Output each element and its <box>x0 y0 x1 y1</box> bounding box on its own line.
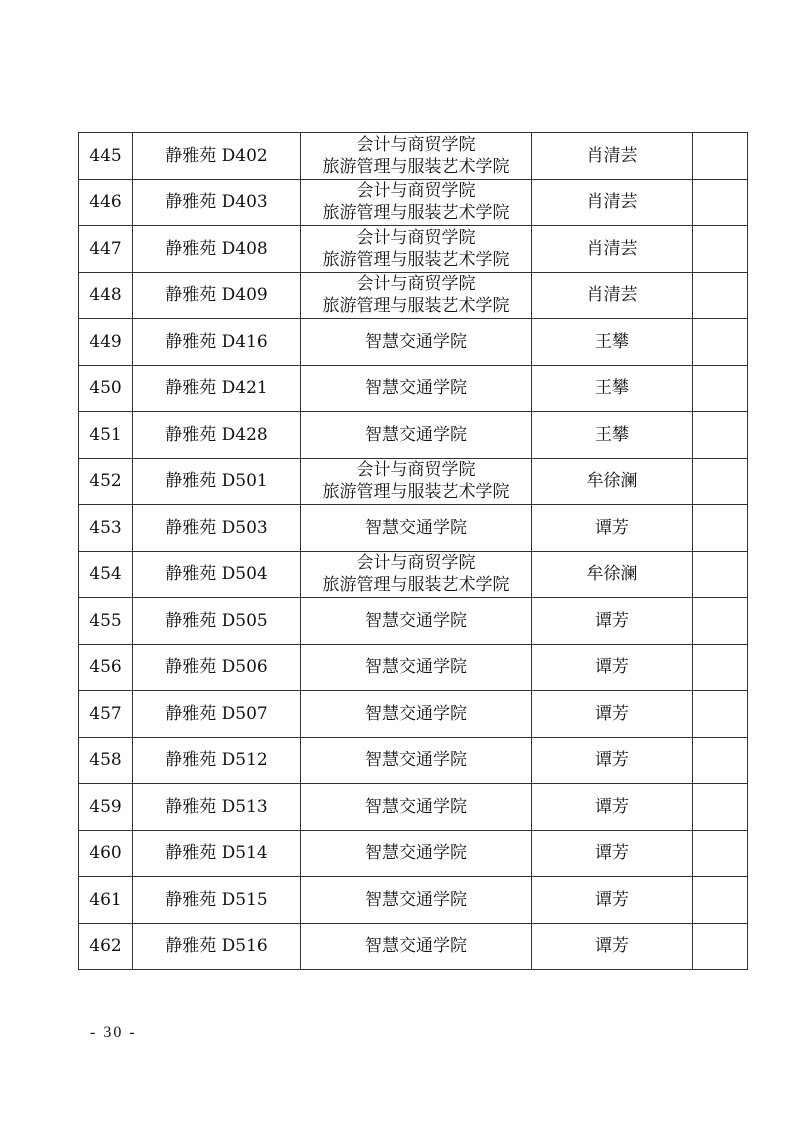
row-number-cell: 454 <box>79 551 133 598</box>
note-cell <box>693 737 748 784</box>
note-cell <box>693 784 748 831</box>
note-cell <box>693 644 748 691</box>
person-cell: 肖清芸 <box>532 179 693 226</box>
room-cell: 静雅苑 D408 <box>133 226 301 273</box>
college-name: 智慧交通学院 <box>365 424 467 445</box>
row-number-cell: 460 <box>79 830 133 877</box>
table-body <box>79 133 748 970</box>
person-cell: 谭芳 <box>532 784 693 831</box>
table-row <box>79 272 748 319</box>
college-name: 智慧交通学院 <box>365 657 467 678</box>
note-cell <box>693 551 748 598</box>
person-cell: 谭芳 <box>532 598 693 645</box>
college-name: 智慧交通学院 <box>365 331 467 352</box>
dormitory-table <box>78 132 748 970</box>
room-cell: 静雅苑 D505 <box>133 598 301 645</box>
college-name: 智慧交通学院 <box>365 610 467 631</box>
table-row <box>79 365 748 412</box>
person-cell: 王攀 <box>532 365 693 412</box>
college-cell <box>301 133 532 180</box>
note-cell <box>693 877 748 924</box>
person-cell: 谭芳 <box>532 923 693 970</box>
row-number-cell: 457 <box>79 691 133 738</box>
row-number-cell: 448 <box>79 272 133 319</box>
person-cell: 肖清芸 <box>532 272 693 319</box>
row-number-cell: 445 <box>79 133 133 180</box>
person-cell: 王攀 <box>532 412 693 459</box>
college-name: 会计与商贸学院 <box>356 460 476 481</box>
college-name: 会计与商贸学院 <box>356 274 476 295</box>
room-cell: 静雅苑 D428 <box>133 412 301 459</box>
note-cell <box>693 505 748 552</box>
table-row <box>79 784 748 831</box>
person-cell: 谭芳 <box>532 691 693 738</box>
table-row <box>79 458 748 505</box>
college-name: 智慧交通学院 <box>365 936 467 957</box>
college-cell <box>301 505 532 552</box>
table-row <box>79 598 748 645</box>
college-name: 智慧交通学院 <box>365 796 467 817</box>
note-cell <box>693 226 748 273</box>
college-cell <box>301 226 532 273</box>
college-name: 智慧交通学院 <box>365 703 467 724</box>
college-cell <box>301 179 532 226</box>
college-name: 会计与商贸学院 <box>356 134 476 155</box>
college-name: 旅游管理与服装艺术学院 <box>322 482 510 503</box>
room-cell: 静雅苑 D503 <box>133 505 301 552</box>
row-number-cell: 462 <box>79 923 133 970</box>
note-cell <box>693 691 748 738</box>
college-cell <box>301 272 532 319</box>
row-number-cell: 451 <box>79 412 133 459</box>
table-row <box>79 830 748 877</box>
note-cell <box>693 830 748 877</box>
college-name: 智慧交通学院 <box>365 378 467 399</box>
note-cell <box>693 412 748 459</box>
college-cell <box>301 598 532 645</box>
college-name: 智慧交通学院 <box>365 750 467 771</box>
room-cell: 静雅苑 D416 <box>133 319 301 366</box>
note-cell <box>693 319 748 366</box>
person-cell: 肖清芸 <box>532 133 693 180</box>
table-row <box>79 505 748 552</box>
college-name: 旅游管理与服装艺术学院 <box>322 249 510 270</box>
row-number-cell: 455 <box>79 598 133 645</box>
college-name: 旅游管理与服装艺术学院 <box>322 156 510 177</box>
room-cell: 静雅苑 D514 <box>133 830 301 877</box>
person-cell: 谭芳 <box>532 644 693 691</box>
note-cell <box>693 598 748 645</box>
table-row <box>79 412 748 459</box>
person-cell: 王攀 <box>532 319 693 366</box>
note-cell <box>693 133 748 180</box>
row-number-cell: 461 <box>79 877 133 924</box>
row-number-cell: 447 <box>79 226 133 273</box>
room-cell: 静雅苑 D516 <box>133 923 301 970</box>
row-number-cell: 450 <box>79 365 133 412</box>
college-cell <box>301 365 532 412</box>
room-cell: 静雅苑 D403 <box>133 179 301 226</box>
note-cell <box>693 923 748 970</box>
college-cell <box>301 458 532 505</box>
room-cell: 静雅苑 D512 <box>133 737 301 784</box>
row-number-cell: 449 <box>79 319 133 366</box>
person-cell: 谭芳 <box>532 877 693 924</box>
college-cell <box>301 691 532 738</box>
table-row <box>79 179 748 226</box>
room-cell: 静雅苑 D402 <box>133 133 301 180</box>
table-row <box>79 691 748 738</box>
room-cell: 静雅苑 D506 <box>133 644 301 691</box>
college-cell <box>301 784 532 831</box>
room-cell: 静雅苑 D515 <box>133 877 301 924</box>
note-cell <box>693 272 748 319</box>
table-row <box>79 133 748 180</box>
college-name: 会计与商贸学院 <box>356 227 476 248</box>
room-cell: 静雅苑 D501 <box>133 458 301 505</box>
person-cell: 牟徐澜 <box>532 458 693 505</box>
college-name: 智慧交通学院 <box>365 517 467 538</box>
table-row <box>79 644 748 691</box>
person-cell: 谭芳 <box>532 505 693 552</box>
college-cell <box>301 877 532 924</box>
person-cell: 肖清芸 <box>532 226 693 273</box>
row-number-cell: 458 <box>79 737 133 784</box>
room-cell: 静雅苑 D513 <box>133 784 301 831</box>
college-name: 旅游管理与服装艺术学院 <box>322 575 510 596</box>
college-cell <box>301 830 532 877</box>
note-cell <box>693 179 748 226</box>
row-number-cell: 446 <box>79 179 133 226</box>
table-row <box>79 737 748 784</box>
room-cell: 静雅苑 D504 <box>133 551 301 598</box>
room-cell: 静雅苑 D409 <box>133 272 301 319</box>
page-number: - 30 - <box>90 1024 137 1041</box>
room-cell: 静雅苑 D421 <box>133 365 301 412</box>
person-cell: 谭芳 <box>532 830 693 877</box>
person-cell: 牟徐澜 <box>532 551 693 598</box>
college-cell <box>301 644 532 691</box>
college-name: 会计与商贸学院 <box>356 553 476 574</box>
college-cell <box>301 737 532 784</box>
row-number-cell: 459 <box>79 784 133 831</box>
table-row <box>79 877 748 924</box>
college-cell <box>301 923 532 970</box>
college-cell <box>301 412 532 459</box>
note-cell <box>693 458 748 505</box>
table-row <box>79 551 748 598</box>
college-name: 智慧交通学院 <box>365 843 467 864</box>
room-cell: 静雅苑 D507 <box>133 691 301 738</box>
college-name: 旅游管理与服装艺术学院 <box>322 203 510 224</box>
row-number-cell: 456 <box>79 644 133 691</box>
college-cell <box>301 551 532 598</box>
college-name: 会计与商贸学院 <box>356 181 476 202</box>
college-name: 智慧交通学院 <box>365 889 467 910</box>
college-name: 旅游管理与服装艺术学院 <box>322 296 510 317</box>
table-row <box>79 923 748 970</box>
note-cell <box>693 365 748 412</box>
person-cell: 谭芳 <box>532 737 693 784</box>
table-row <box>79 226 748 273</box>
table-row <box>79 319 748 366</box>
row-number-cell: 453 <box>79 505 133 552</box>
row-number-cell: 452 <box>79 458 133 505</box>
college-cell <box>301 319 532 366</box>
